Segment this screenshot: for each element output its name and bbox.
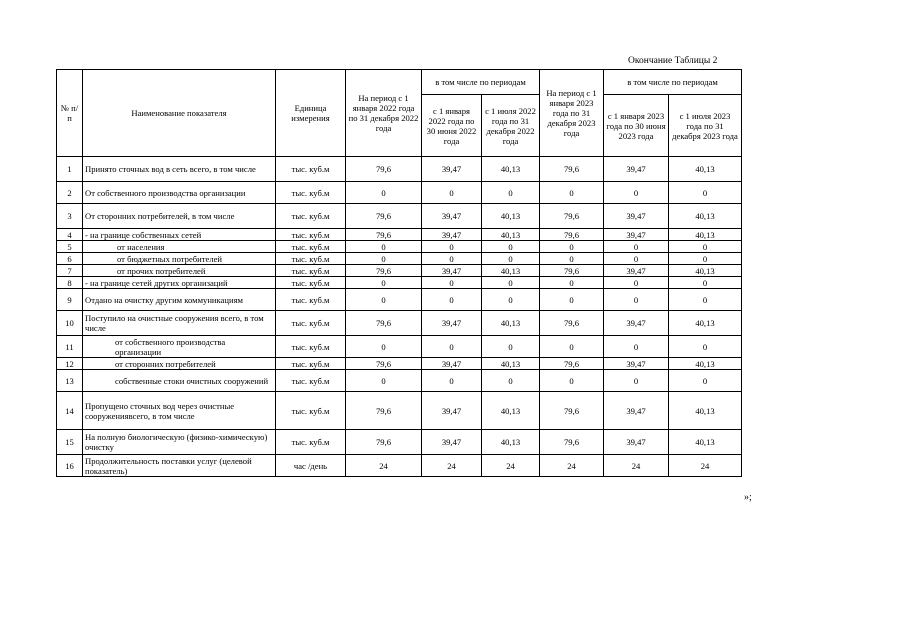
row-unit: тыс. куб.м xyxy=(276,336,346,358)
row-value: 0 xyxy=(482,289,540,311)
row-value: 0 xyxy=(346,370,422,392)
table-row xyxy=(57,392,742,430)
row-value: 0 xyxy=(604,277,669,289)
row-value: 40,13 xyxy=(669,204,742,229)
row-value: 40,13 xyxy=(482,358,540,370)
row-value: 24 xyxy=(669,455,742,477)
row-value: 0 xyxy=(604,241,669,253)
row-value: 40,13 xyxy=(482,392,540,430)
row-number: 16 xyxy=(57,455,83,477)
table-row xyxy=(57,182,742,204)
row-number: 3 xyxy=(57,204,83,229)
row-name: от сторонних потребителей xyxy=(83,358,276,370)
row-value: 0 xyxy=(540,336,604,358)
header-incl-2022: в том числе по периодам xyxy=(422,70,540,95)
row-value: 24 xyxy=(540,455,604,477)
row-value: 0 xyxy=(482,241,540,253)
row-name: Продолжительность поставки услуг (целевой показатель) xyxy=(83,455,276,477)
row-value: 79,6 xyxy=(346,430,422,455)
header-num: № п/п xyxy=(57,70,83,157)
row-value: 0 xyxy=(346,253,422,265)
row-number: 4 xyxy=(57,229,83,241)
table-row xyxy=(57,265,742,277)
header-incl-2023: в том числе по периодам xyxy=(604,70,742,95)
row-value: 79,6 xyxy=(540,157,604,182)
row-value: 0 xyxy=(604,370,669,392)
row-value: 0 xyxy=(669,370,742,392)
row-unit: тыс. куб.м xyxy=(276,392,346,430)
header-name: Наименование показателя xyxy=(83,70,276,157)
row-value: 40,13 xyxy=(482,430,540,455)
row-number: 1 xyxy=(57,157,83,182)
row-value: 0 xyxy=(604,253,669,265)
row-number: 14 xyxy=(57,392,83,430)
row-value: 79,6 xyxy=(540,430,604,455)
row-value: 39,47 xyxy=(422,392,482,430)
row-value: 0 xyxy=(422,277,482,289)
row-unit: тыс. куб.м xyxy=(276,289,346,311)
row-value: 0 xyxy=(422,336,482,358)
row-value: 79,6 xyxy=(346,358,422,370)
row-value: 79,6 xyxy=(346,204,422,229)
row-value: 0 xyxy=(604,336,669,358)
row-value: 0 xyxy=(669,289,742,311)
row-name: Отдано на очистку другим коммуникациям xyxy=(83,289,276,311)
row-value: 0 xyxy=(669,241,742,253)
row-value: 0 xyxy=(669,336,742,358)
row-value: 0 xyxy=(422,370,482,392)
row-value: 39,47 xyxy=(604,430,669,455)
row-name: На полную биологическую (физико-химическую) очистку xyxy=(83,430,276,455)
row-value: 0 xyxy=(346,241,422,253)
row-value: 79,6 xyxy=(540,392,604,430)
row-number: 7 xyxy=(57,265,83,277)
header-period-2023: На период с 1 января 2023 года по 31 декабря 2023 года xyxy=(540,70,604,157)
table-row xyxy=(57,311,742,336)
row-value: 39,47 xyxy=(604,157,669,182)
row-value: 40,13 xyxy=(669,311,742,336)
row-name: от собственного производства организации xyxy=(83,336,276,358)
row-value: 24 xyxy=(422,455,482,477)
row-unit: тыс. куб.м xyxy=(276,204,346,229)
row-value: 24 xyxy=(482,455,540,477)
row-value: 0 xyxy=(540,370,604,392)
row-value: 39,47 xyxy=(604,392,669,430)
row-value: 40,13 xyxy=(482,204,540,229)
row-value: 39,47 xyxy=(422,430,482,455)
row-unit: тыс. куб.м xyxy=(276,358,346,370)
row-name: собственные стоки очистных сооружений xyxy=(83,370,276,392)
table-row xyxy=(57,358,742,370)
row-value: 40,13 xyxy=(482,265,540,277)
header-period-2022: На период с 1 января 2022 года по 31 декабря 2022 года xyxy=(346,70,422,157)
row-value: 39,47 xyxy=(604,204,669,229)
row-value: 79,6 xyxy=(540,229,604,241)
row-number: 5 xyxy=(57,241,83,253)
table-row xyxy=(57,277,742,289)
table-row xyxy=(57,370,742,392)
row-name: от бюджетных потребителей xyxy=(83,253,276,265)
header-2023-h2: с 1 июля 2023 года по 31 декабря 2023 года xyxy=(669,95,742,157)
row-value: 0 xyxy=(540,289,604,311)
row-value: 39,47 xyxy=(422,311,482,336)
table-row xyxy=(57,241,742,253)
row-number: 8 xyxy=(57,277,83,289)
row-value: 0 xyxy=(422,182,482,204)
row-value: 0 xyxy=(669,277,742,289)
row-value: 0 xyxy=(346,289,422,311)
table-body xyxy=(57,157,742,477)
row-unit: тыс. куб.м xyxy=(276,311,346,336)
row-value: 0 xyxy=(482,370,540,392)
row-value: 40,13 xyxy=(482,229,540,241)
row-number: 10 xyxy=(57,311,83,336)
row-value: 40,13 xyxy=(669,430,742,455)
row-value: 0 xyxy=(604,289,669,311)
row-number: 15 xyxy=(57,430,83,455)
header-unit: Единица измерения xyxy=(276,70,346,157)
row-value: 39,47 xyxy=(604,311,669,336)
row-unit: тыс. куб.м xyxy=(276,370,346,392)
row-value: 40,13 xyxy=(482,311,540,336)
row-name: От сторонних потребителей, в том числе xyxy=(83,204,276,229)
row-value: 79,6 xyxy=(540,265,604,277)
row-name: От собственного производства организации xyxy=(83,182,276,204)
row-name: от населения xyxy=(83,241,276,253)
row-value: 0 xyxy=(669,182,742,204)
closing-quote: »; xyxy=(744,492,752,503)
table-row xyxy=(57,430,742,455)
row-name: - на границе собственных сетей xyxy=(83,229,276,241)
table-row xyxy=(57,455,742,477)
row-value: 79,6 xyxy=(346,157,422,182)
row-unit: тыс. куб.м xyxy=(276,229,346,241)
row-value: 0 xyxy=(422,253,482,265)
row-value: 0 xyxy=(346,336,422,358)
data-table xyxy=(56,69,742,477)
row-name: Поступило на очистные сооружения всего, в том числе xyxy=(83,311,276,336)
row-value: 40,13 xyxy=(669,358,742,370)
row-unit: тыс. куб.м xyxy=(276,277,346,289)
table-row xyxy=(57,336,742,358)
row-unit: тыс. куб.м xyxy=(276,265,346,277)
row-value: 0 xyxy=(482,182,540,204)
table-row xyxy=(57,204,742,229)
table-row xyxy=(57,289,742,311)
row-value: 79,6 xyxy=(346,311,422,336)
row-unit: тыс. куб.м xyxy=(276,182,346,204)
row-number: 6 xyxy=(57,253,83,265)
row-value: 24 xyxy=(604,455,669,477)
row-value: 39,47 xyxy=(422,204,482,229)
row-name: от прочих потребителей xyxy=(83,265,276,277)
row-value: 39,47 xyxy=(604,229,669,241)
table-row xyxy=(57,157,742,182)
header-2022-h2: с 1 июля 2022 года по 31 декабря 2022 года xyxy=(482,95,540,157)
row-value: 79,6 xyxy=(540,358,604,370)
row-value: 39,47 xyxy=(604,265,669,277)
row-value: 79,6 xyxy=(346,265,422,277)
row-value: 0 xyxy=(482,336,540,358)
row-value: 40,13 xyxy=(669,157,742,182)
header-2022-h1: с 1 января 2022 года по 30 июня 2022 года xyxy=(422,95,482,157)
row-number: 12 xyxy=(57,358,83,370)
row-value: 40,13 xyxy=(482,157,540,182)
row-value: 0 xyxy=(540,182,604,204)
row-value: 0 xyxy=(540,241,604,253)
row-name: - на границе сетей других организаций xyxy=(83,277,276,289)
row-number: 13 xyxy=(57,370,83,392)
table-row xyxy=(57,229,742,241)
row-value: 39,47 xyxy=(422,358,482,370)
row-value: 39,47 xyxy=(604,358,669,370)
row-value: 24 xyxy=(346,455,422,477)
header-2023-h1: с 1 января 2023 года по 30 июня 2023 года xyxy=(604,95,669,157)
row-unit: тыс. куб.м xyxy=(276,430,346,455)
row-number: 2 xyxy=(57,182,83,204)
row-value: 0 xyxy=(604,182,669,204)
row-value: 79,6 xyxy=(346,229,422,241)
row-unit: тыс. куб.м xyxy=(276,241,346,253)
row-value: 39,47 xyxy=(422,229,482,241)
row-value: 79,6 xyxy=(540,311,604,336)
row-name: Принято сточных вод в сеть всего, в том числе xyxy=(83,157,276,182)
row-value: 39,47 xyxy=(422,157,482,182)
row-number: 11 xyxy=(57,336,83,358)
row-unit: час /день xyxy=(276,455,346,477)
row-value: 39,47 xyxy=(422,265,482,277)
row-name: Пропущено сточных вод через очистные сооружениявсего, в том числе xyxy=(83,392,276,430)
row-value: 0 xyxy=(346,277,422,289)
row-value: 0 xyxy=(540,253,604,265)
row-unit: тыс. куб.м xyxy=(276,157,346,182)
row-value: 0 xyxy=(482,253,540,265)
table-caption: Окончание Таблицы 2 xyxy=(628,56,718,66)
row-value: 79,6 xyxy=(346,392,422,430)
row-value: 0 xyxy=(422,241,482,253)
table-row xyxy=(57,253,742,265)
row-value: 0 xyxy=(422,289,482,311)
row-value: 40,13 xyxy=(669,229,742,241)
row-value: 40,13 xyxy=(669,392,742,430)
row-value: 79,6 xyxy=(540,204,604,229)
row-value: 0 xyxy=(669,253,742,265)
row-value: 40,13 xyxy=(669,265,742,277)
row-number: 9 xyxy=(57,289,83,311)
row-unit: тыс. куб.м xyxy=(276,253,346,265)
row-value: 0 xyxy=(540,277,604,289)
row-value: 0 xyxy=(482,277,540,289)
row-value: 0 xyxy=(346,182,422,204)
